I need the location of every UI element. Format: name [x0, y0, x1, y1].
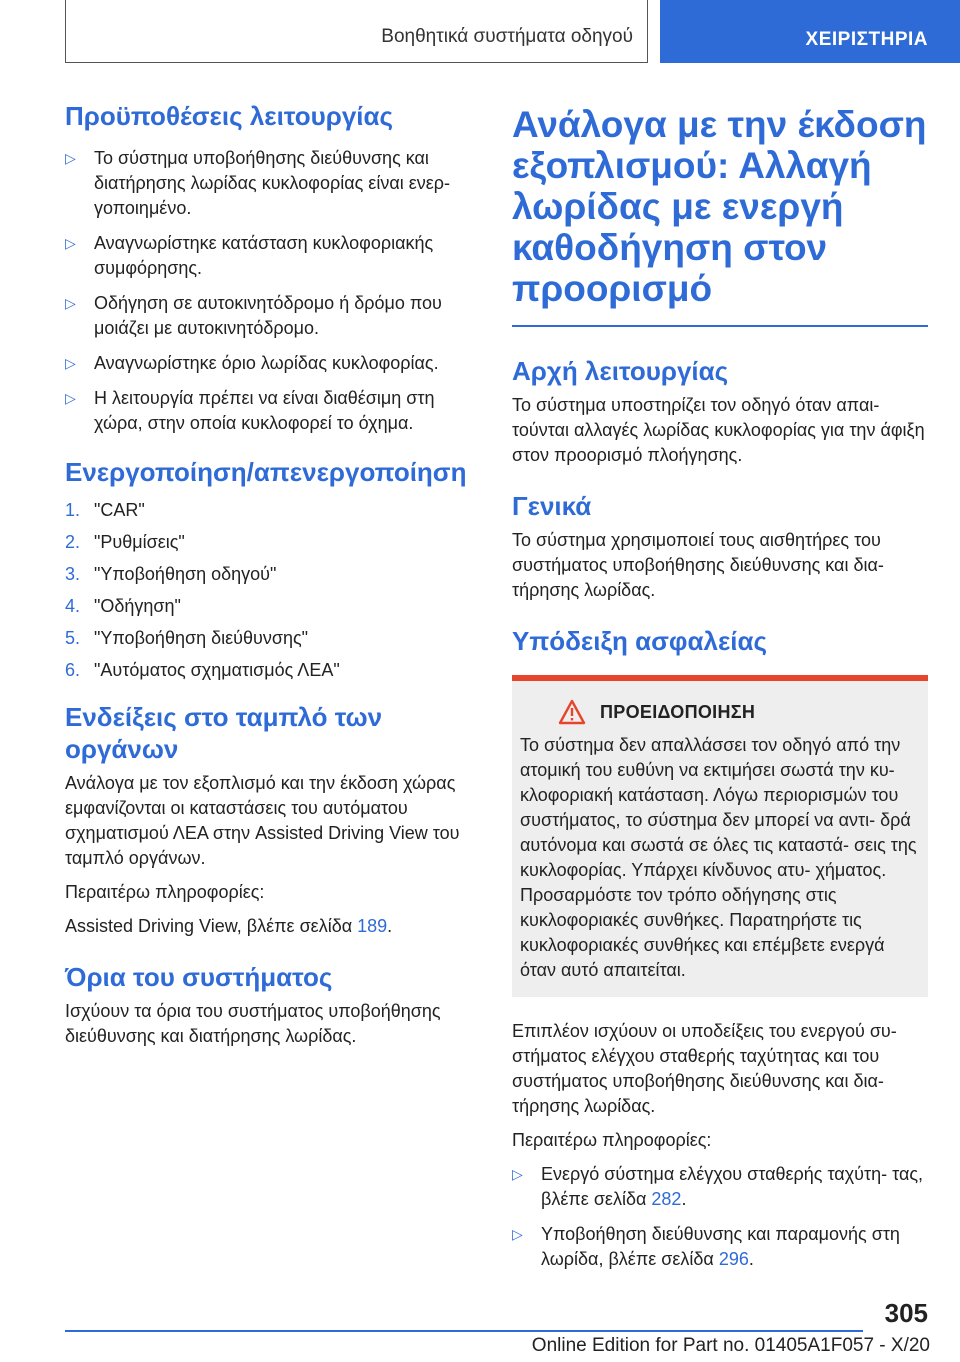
page-link[interactable]: 189 [357, 916, 388, 936]
prereq-heading: Προϋποθέσεις λειτουργίας [65, 101, 394, 131]
warning-triangle-icon [558, 699, 586, 725]
safety-heading: Υπόδειξη ασφαλείας [512, 626, 768, 656]
list-item: ▷ Η λειτουργία πρέπει να είναι διαθέσιμη στη χώρα, στην οποία κυκλοφορεί το όχημα. [65, 388, 435, 433]
warning-body: Το σύστημα δεν απαλλάσσει τον οδηγό από την ατομική του ευθύνη να εκτιμήσει σωστά την κυ- κλοφοριακή κατάσταση. Λόγω περιορισμών του συστήματος, το σύστημα δεν μπορεί να αντι- δρά αυτόνομα και σωστά σε όλες τις καταστά- σεις της κυκλοφορίας. Υπάρχει κίνδυνος ατυ- χήματος. Προσαρμόστε τον τρόπο οδήγησης στις κυκλοφοριακές συνθήκες. Παρατηρήστε τις κυκλοφοριακές συνθήκες και επέμβετε ενεργά όταν αυτό απαιτείται. [520, 735, 917, 980]
step-item: 6. "Αυτόματος σχηματισμός ΛΕΑ" [65, 660, 340, 680]
list-item: ▷ Το σύστημα υποβοήθησης διεύθυνσης και διατήρησης λωρίδας κυκλοφορίας είναι ενερ- γοποιημένο. [65, 148, 451, 218]
step-item: 3. "Υποβοήθηση οδηγού" [65, 564, 277, 584]
header-section-box [65, 0, 648, 63]
page-link[interactable]: 282 [651, 1189, 682, 1209]
limits-body: Ισχύουν τα όρια του συστήματος υποβοήθησης διεύθυνσης και διατήρησης λωρίδας. [65, 1001, 441, 1046]
warning-header [520, 699, 920, 725]
footer-divider [65, 1330, 863, 1332]
page-number: 305 [884, 1298, 928, 1328]
indicators-more-label: Περαιτέρω πληροφορίες: [65, 882, 265, 902]
triangle-right-icon: ▷ [512, 1166, 523, 1182]
header-chapter-label: ΧΕΙΡΙΣΤΗΡΙΑ [805, 29, 928, 50]
triangle-right-icon: ▷ [65, 390, 76, 406]
activation-steps [65, 498, 480, 683]
indicators-heading: Ενδείξεις στο ταμπλό των οργάνων [65, 702, 383, 764]
list-item: ▷ Υποβοήθηση διεύθυνσης και παραμονής στη λωρίδα, βλέπε σελίδα 296. [512, 1224, 900, 1269]
title-divider [512, 325, 928, 327]
indicators-body: Ανάλογα με τον εξοπλισμό και την έκδοση χώρας εμφανίζονται οι καταστάσεις του αυτόματου σχηματισμού ΛΕΑ στην Assisted Driving View του ταμπλό οργάνων. [65, 773, 460, 868]
triangle-right-icon: ▷ [65, 150, 76, 166]
warning-title: ΠΡΟΕΙΔΟΠΟΙΗΣΗ [600, 701, 756, 722]
step-item: 4. "Οδήγηση" [65, 596, 181, 616]
general-heading: Γενικά [512, 491, 592, 521]
left-column [65, 100, 480, 1058]
safety-more-label: Περαιτέρω πληροφορίες: [512, 1130, 712, 1150]
principle-heading: Αρχή λειτουργίας [512, 356, 729, 386]
main-title: Ανάλογα με την έκδοση εξοπλισμού: Αλλαγή λωρίδας με ενεργή καθοδήγηση στον προορισμό [512, 104, 927, 309]
list-item: ▷ Οδήγηση σε αυτοκινητόδρομο ή δρόμο που μοιάζει με αυτοκινητόδρομο. [65, 293, 442, 338]
page-link[interactable]: 296 [718, 1249, 749, 1269]
safety-references [512, 1162, 928, 1272]
warning-box [512, 675, 928, 997]
prereq-list [65, 146, 480, 436]
right-column [512, 104, 928, 1292]
principle-body: Το σύστημα υποστηρίζει τον οδηγό όταν απαι- τούνται αλλαγές λωρίδας κυκλοφορίας για την άφιξη στον προορισμό πλοήγησης. [512, 395, 925, 465]
header-chapter-tab [660, 0, 960, 63]
triangle-right-icon: ▷ [65, 235, 76, 251]
indicators-reference: Assisted Driving View, βλέπε σελίδα 189. [65, 916, 393, 936]
activation-heading: Ενεργοποίηση/απενεργοποίηση [65, 457, 467, 487]
step-item: 5. "Υποβοήθηση διεύθυνσης" [65, 628, 309, 648]
limits-heading: Όρια του συστήματος [65, 962, 333, 992]
general-body: Το σύστημα χρησιμοποιεί τους αισθητήρες του συστήματος υποβοήθησης διεύθυνσης και δια- τήρησης λωρίδας. [512, 530, 884, 600]
triangle-right-icon: ▷ [512, 1226, 523, 1242]
step-item: 2. "Ρυθμίσεις" [65, 532, 185, 552]
triangle-right-icon: ▷ [65, 355, 76, 371]
triangle-right-icon: ▷ [65, 295, 76, 311]
list-item: ▷ Αναγνωρίστηκε κατάσταση κυκλοφοριακής συμφόρησης. [65, 233, 434, 278]
list-item: ▷ Ενεργό σύστημα ελέγχου σταθερής ταχύτη- τας, βλέπε σελίδα 282. [512, 1164, 924, 1209]
step-item: 1. "CAR" [65, 500, 145, 520]
safety-after-body: Επιπλέον ισχύουν οι υποδείξεις του ενεργού συ- στήματος ελέγχου σταθερής ταχύτητας και του συστήματος υποβοήθησης διεύθυνσης και δια- τήρησης λωρίδας. [512, 1021, 897, 1116]
list-item: ▷ Αναγνωρίστηκε όριο λωρίδας κυκλοφορίας. [65, 351, 480, 376]
footer-edition: Online Edition for Part no. 01405A1F057 - X/20 [531, 1335, 930, 1356]
header-section-title: Βοηθητικά συστήματα οδηγού [381, 26, 633, 47]
